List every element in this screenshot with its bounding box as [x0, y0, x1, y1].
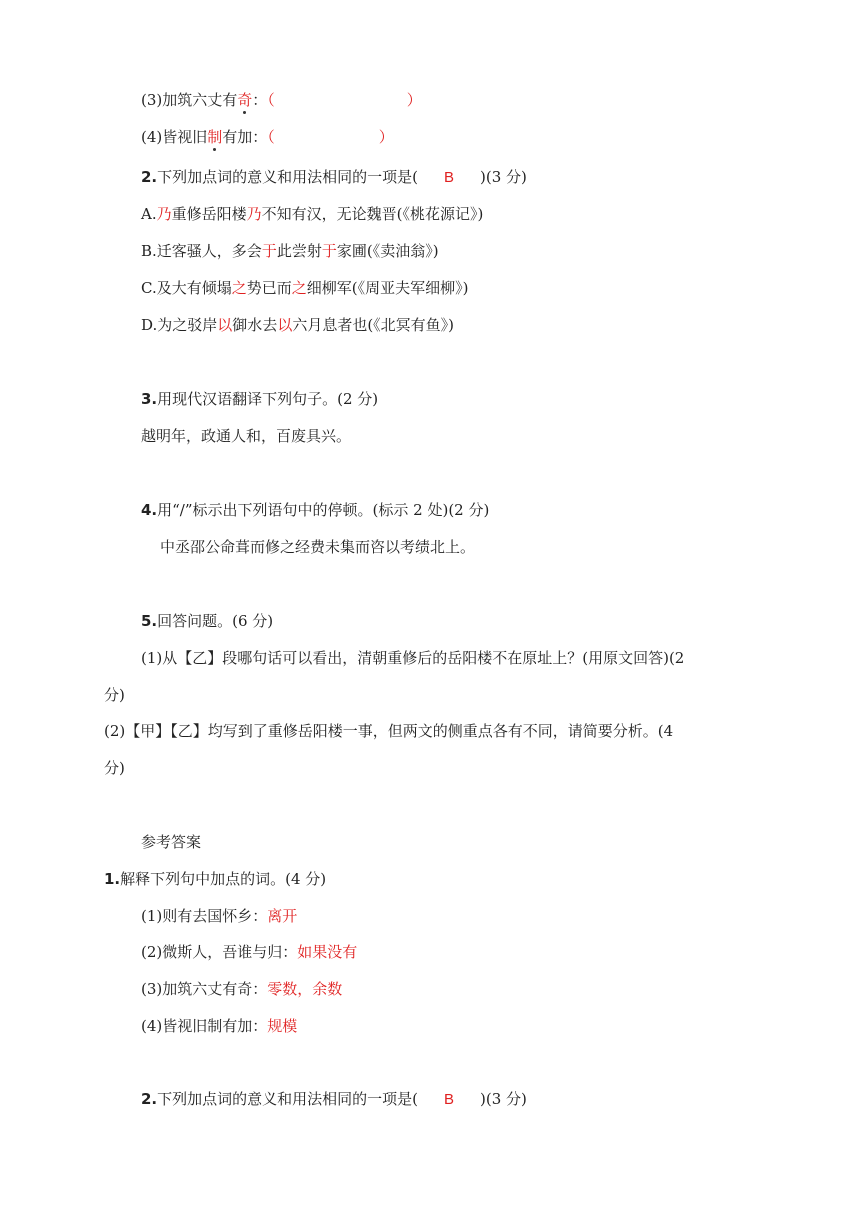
q1-item-3-paren-open: （: [267, 91, 275, 109]
q2-stem: 下列加点词的意义和用法相同的一项是(: [157, 168, 418, 186]
q4-stem: 用“/”标示出下列语句中的停顿。(标示 2 处)(2 分): [157, 501, 490, 519]
q1-item-3-paren-close: ）: [406, 91, 422, 109]
answer-question: (4)皆视旧制有加：: [141, 1017, 268, 1035]
q2-option-d: [141, 314, 454, 336]
option-text: 此尝射: [276, 242, 322, 260]
q3-stem-line: [141, 388, 378, 410]
answers-q1-stem: 解释下列句中加点的词。(4 分): [120, 870, 327, 888]
answer-question: (3)加筑六丈有奇：: [141, 980, 268, 998]
answer-item-1: [141, 905, 297, 927]
answer-item-2: [141, 941, 357, 963]
answers-q2-score: )(3 分): [480, 1090, 527, 1108]
answer-question: (1)则有去国怀乡：: [141, 907, 268, 925]
q5-stem: 回答问题。(6 分): [157, 612, 274, 630]
option-label: D.: [141, 316, 158, 334]
q2-stem-line: [141, 166, 527, 189]
q1-item-4-highlight: 制: [207, 128, 223, 146]
q2-score: )(3 分): [480, 168, 527, 186]
option-text: 重修岳阳楼: [171, 205, 247, 223]
answers-q2-answer: B: [444, 1091, 455, 1108]
option-highlight: 于: [261, 242, 277, 260]
answer-value: 如果没有: [297, 943, 358, 961]
q1-item-4-suffix: 有加：: [222, 128, 268, 146]
option-highlight: 之: [291, 279, 307, 297]
q5-sub1-line1: (1)从【乙】段哪句话可以看出，清朝重修后的岳阳楼不在原址上？(用原文回答)(2: [141, 649, 685, 667]
option-highlight: 乃: [156, 205, 172, 223]
answer-item-3: [141, 978, 342, 1000]
option-text: 迁客骚人，多会: [156, 242, 262, 260]
q1-item-3-text: (3)加筑六丈有: [141, 91, 238, 109]
answer-question: (2)微斯人，吾谁与归：: [141, 943, 298, 961]
q5-sub2-line1: (2)【甲】【乙】均写到了重修岳阳楼一事，但两文的侧重点各有不同，请简要分析。(4: [104, 722, 674, 740]
q1-item-3: [141, 89, 422, 111]
answers-q2-stem: 下列加点词的意义和用法相同的一项是(: [157, 1090, 418, 1108]
answers-heading: 参考答案: [141, 833, 202, 851]
option-highlight: 之: [231, 279, 247, 297]
option-text: 御水去: [232, 316, 278, 334]
option-highlight: 以: [277, 316, 293, 334]
q1-item-4: [141, 126, 394, 148]
option-highlight: 于: [321, 242, 337, 260]
option-text: 不知有汉，无论魏晋(《桃花源记》): [261, 205, 484, 223]
q3-sentence: 越明年，政通人和，百废具兴。: [141, 427, 352, 445]
option-text: 势已而: [246, 279, 292, 297]
q1-item-3-highlight: 奇: [237, 91, 253, 109]
option-text: 细柳军(《周亚夫军细柳》): [306, 279, 469, 297]
option-label: C.: [141, 279, 157, 297]
q4-stem-line: [141, 499, 489, 521]
q1-item-4-paren-open: （: [267, 128, 275, 146]
q1-item-3-colon: ：: [252, 91, 268, 109]
q5-stem-line: [141, 610, 273, 632]
option-highlight: 以: [217, 316, 233, 334]
q4-sentence: 中丞邵公命葺而修之经费未集而咨以考绩北上。: [160, 538, 476, 556]
option-label: B.: [141, 242, 157, 260]
q5-sub1-line2: 分): [104, 686, 125, 704]
answer-value: 零数，余数: [267, 980, 343, 998]
option-text: 六月息者也(《北冥有鱼》): [292, 316, 455, 334]
q2-answer: B: [444, 169, 455, 186]
q4-number: 4.: [141, 501, 158, 519]
answers-q1-stem-line: [104, 868, 326, 890]
q1-item-4-text: (4)皆视旧: [141, 128, 208, 146]
answers-q2-number: 2.: [141, 1090, 158, 1108]
option-text: 家圃(《卖油翁》): [336, 242, 439, 260]
q3-number: 3.: [141, 390, 158, 408]
option-highlight: 乃: [246, 205, 262, 223]
q2-option-c: [141, 277, 469, 299]
q2-option-a: [141, 203, 483, 225]
option-text: 为之驳岸: [157, 316, 218, 334]
q2-option-b: [141, 240, 439, 262]
q3-stem: 用现代汉语翻译下列句子。(2 分): [157, 390, 379, 408]
answers-q2-stem-line: [141, 1088, 527, 1111]
option-text: 及大有倾塌: [156, 279, 232, 297]
q2-number: 2.: [141, 168, 158, 186]
option-label: A.: [141, 205, 157, 223]
answer-value: 规模: [267, 1017, 298, 1035]
q1-item-4-paren-close: ）: [378, 128, 394, 146]
q5-number: 5.: [141, 612, 158, 630]
answer-value: 离开: [267, 907, 298, 925]
q5-sub2-line2: 分): [104, 759, 125, 777]
answers-q1-number: 1.: [104, 870, 121, 888]
answer-item-4: [141, 1015, 297, 1037]
